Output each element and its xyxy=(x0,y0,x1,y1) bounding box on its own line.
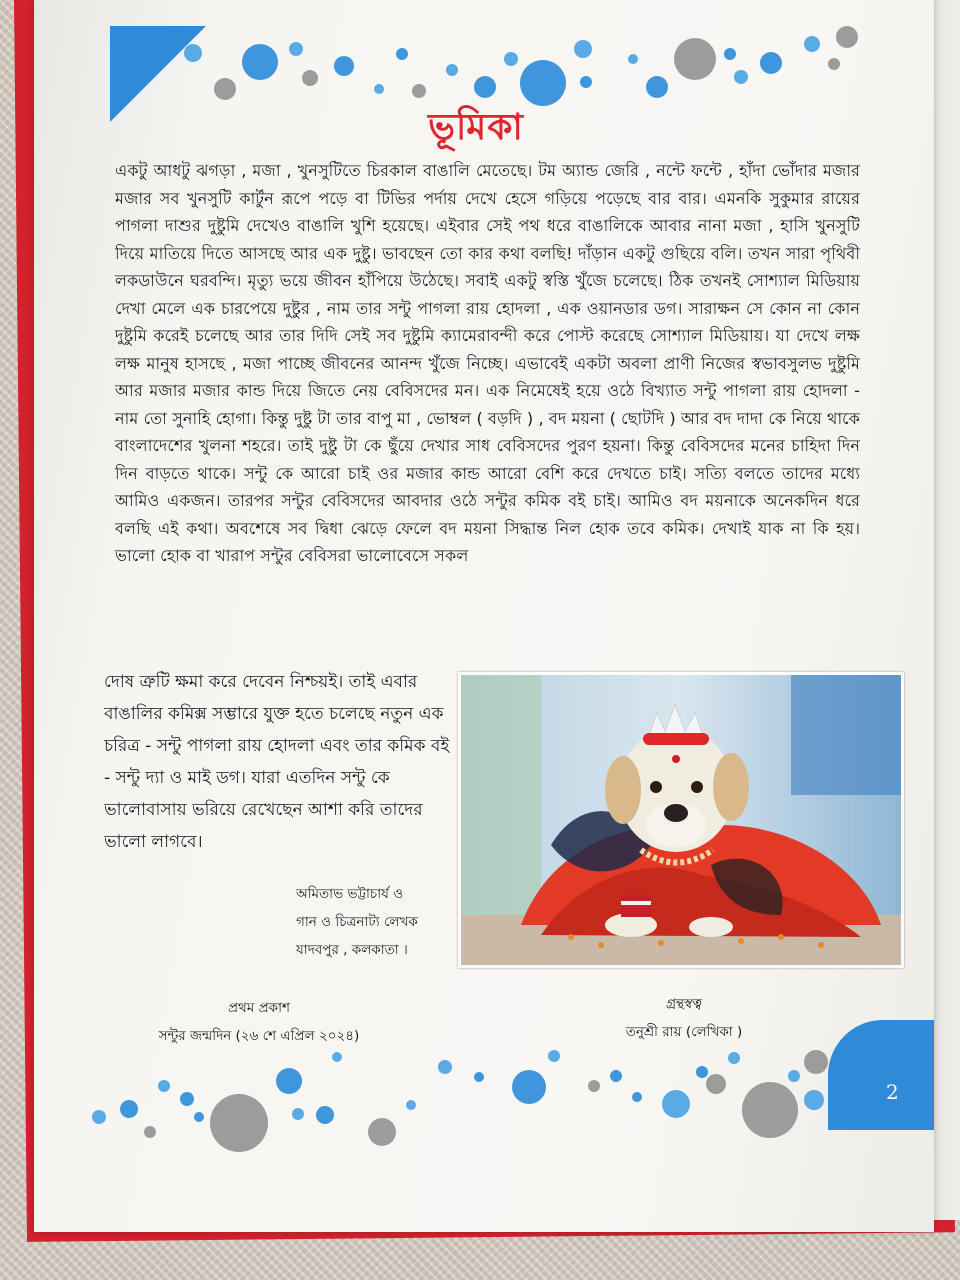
first-edition-date: সন্টুর জন্মদিন (২৬ শে এপ্রিল ২০২৪) xyxy=(158,1028,360,1044)
dog-with-tiara-photo xyxy=(458,672,904,968)
copyright-label: গ্রন্থস্বত্ব xyxy=(666,996,702,1012)
first-edition-info xyxy=(114,994,404,1050)
copyright-holder: তনুশ্রী রায় (লেখিকা ) xyxy=(625,1024,743,1040)
signature-name: অমিতাভ ভট্টাচার্য ও xyxy=(296,886,404,902)
intro-paragraph: একটু আধটু ঝগড়া , মজা , খুনসুটিতে চিরকাল বাঙালি মেতেছে। টম অ্যান্ড জেরি , নন্টে ফন্টে , হাঁদা ভোঁদার মজার মজার সব খুনসুটি কার্টুন রূপে পড়ে বা টিভির পর্দায় দেখে হেসে গড়িয়ে পড়েছে বার বার। এমনকি সুকুমার রায়ের পাগলা দাশুর দুষ্টুমি দেখেও বাঙালি খুশি হয়েছে। এইবার সেই পথ ধরে বাঙালিকে আবার নানা মজা , হাসি খুনসুটি দিয়ে মাতিয়ে দিতে আসছে আর এক দুষ্টু। ভাবছেন তো কার কথা বলছি! দাঁড়ান একটু গুছিয়ে বলি। তখন সারা পৃথিবী লকডাউনে ঘরবন্দি। মৃত্যু ভয়ে জীবন হাঁপিয়ে উঠেছে। সবাই একটু স্বস্তি খুঁজে চলেছে। ঠিক তখনই সোশ্যাল মিডিয়ায় দেখা মেলে এক চারপেয়ে দুষ্টুর , নাম তার সন্টু পাগলা রায় হোদলা , এক ওয়ানডার ডগ। সারাক্ষন সে কোন না কোন দুষ্টুমি করেই চলেছে আর তার দিদি সেই সব দুষ্টুমি ক্যামেরাবন্দী করে পোস্ট করেছে সোশ্যাল মিডিয়ায়। যা দেখে লক্ষ লক্ষ মানুষ হাসছে , মজা পাচ্ছে জীবনের আনন্দ খুঁজে নিচ্ছে। এভাবেই একটা অবলা প্রাণী নিজের স্বভাবসুলভ দুষ্টুমি আর মজার মজার কান্ড দিয়ে জিতে নেয় বেবিসদের মন। এক নিমেষেই হয়ে ওঠে বিখ্যাত সন্টু পাগলা রায় হোদলা - নাম তো সুনাহি হোগা। কিন্তু দুষ্টু টা তার বাপু মা , ভোম্বল ( বড়দি ) , বদ ময়না ( ছোটদি ) আর বদ দাদা কে নিয়ে থাকে বাংলাদেশের খুলনা শহরে। তাই দুষ্টু টা কে ছুঁয়ে দেখার সাধ বেবিসদের পুরণ হয়না। কিন্তু বেবিসদের মনের চাহিদা দিন দিন বাড়তে থাকে। সন্টু কে আরো চাই ওর মজার কান্ড আরো বেশি করে দেখতে চাই। সত্যি বলতে তাদের মধ্যে আমিও একজন। তারপর সন্টুর বেবিসদের আবদার ওঠে সন্টুর কমিক বই চাই। আমিও বদ ময়নাকে অনেকদিন ধরে বলছি এই কথা। অবশেষে সব দ্বিধা ঝেড়ে ফেলে বদ ময়না সিদ্ধান্ত নিল হোক তবে কমিক। দেখাই যাক না কি হয়। ভালো হোক বা খারাপ সন্টুর বেবিসরা ভালোবেসে সকল xyxy=(115,161,860,565)
dog-illustration xyxy=(461,675,901,965)
first-edition-label: প্রথম প্রকাশ xyxy=(227,1000,291,1016)
closing-paragraph: দোষ ত্রুটি ক্ষমা করে দেবেন নিশ্চয়ই। তাই এবার বাঙালির কমিক্স সম্ভারে যুক্ত হতে চলেছে নতুন এক চরিত্র - সন্টু পাগলা রায় হোদলা এবং তার কমিক বই - সন্টু দ্যা ও মাই ডগ। যারা এতদিন সন্টু কে ভালোবাসায় ভরিয়ে রেখেছেন আশা করি তাদের ভালো লাগবে। xyxy=(104,672,450,852)
page-title: ভূমিকা xyxy=(428,106,524,148)
book-page xyxy=(34,0,934,1232)
corner-triangle-decoration xyxy=(110,26,206,122)
corner-quarter-circle-decoration xyxy=(828,1020,934,1130)
signature-place: যাদবপুর , কলকাতা । xyxy=(296,942,408,958)
copyright-info xyxy=(574,990,794,1046)
signature-role: গান ও চিত্রনাট্য লেখক xyxy=(296,914,418,930)
page-number: 2 xyxy=(886,1080,899,1104)
author-signature xyxy=(296,880,456,964)
